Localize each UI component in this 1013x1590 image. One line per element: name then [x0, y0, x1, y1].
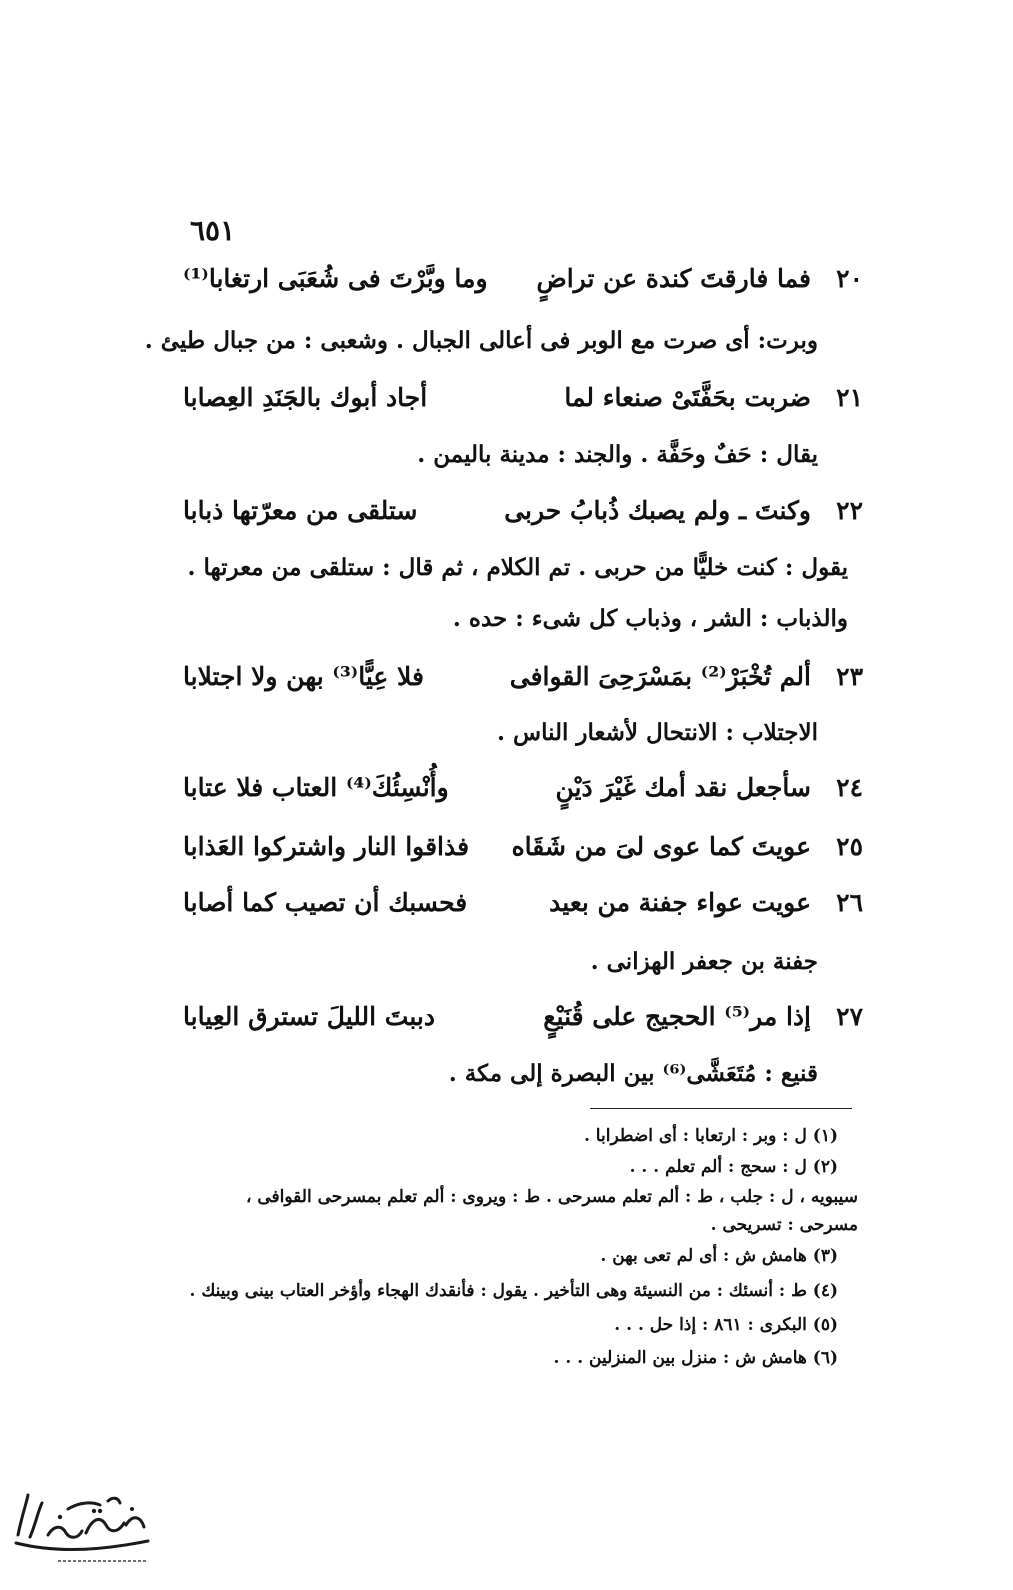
verse-25 [183, 830, 863, 864]
commentary-21: يقال : حَفٌ وحَفَّة . والجند : مدينة باليمن . [417, 441, 818, 468]
verse-first-hemistich: عويت عواء جفنة من بعيد [549, 888, 811, 917]
commentary-26: جفنة بن جعفر الهزانى . [590, 948, 818, 975]
verse-number: ٢٧ [836, 1002, 863, 1031]
verse-number: ٢٢ [836, 496, 863, 525]
commentary-22a: يقول : كنت خليًّا من حربى . تم الكلام ، ثم قال : ستلقى من معرتها . [187, 554, 848, 581]
verse-second-hemistich: وأُنْسِئُكَ⁽⁴⁾ العتاب فلا عتابا [183, 773, 449, 802]
footnote-3: (٣) هامش ش : أى لم تعى بهن . [600, 1246, 838, 1266]
verse-24 [183, 771, 863, 805]
commentary-27: قنيع : مُتَعَشَّى⁽⁶⁾ بين البصرة إلى مكة . [448, 1060, 818, 1087]
verse-second-hemistich: فلا عِيًّا⁽³⁾ بهن ولا اجتلابا [183, 662, 424, 691]
verse-first-hemistich: إذا مر⁽⁵⁾ الحجيج على قُنَيْعٍ [543, 1002, 811, 1031]
footnote-1: (١) ل : وبر : ارتعابا : أى اضطرابا . [583, 1126, 838, 1146]
verse-number: ٢٣ [836, 662, 863, 691]
verse-23 [183, 660, 863, 694]
footnote-4: (٤) ط : أنسئك : من النسيئة وهى التأخير . يقول : فأنقدك الهجاء وأؤخر العتاب بينى وبينك . [189, 1281, 838, 1301]
verse-20 [183, 262, 863, 296]
page-number: ٦٥١ [190, 214, 236, 247]
verse-first-hemistich: فما فارقتَ كندة عن تراضٍ [536, 264, 811, 293]
verse-number: ٢٥ [836, 832, 863, 861]
verse-second-hemistich: فحسبك أن تصيب كما أصابا [183, 888, 468, 917]
footnote-separator [590, 1108, 852, 1109]
footnote-2-continued: سيبويه ، ل : جلب ، ط : ألم تعلم مسرحى . ط : ويروى : ألم تعلم بمسرحى القوافى ، [245, 1187, 858, 1207]
verse-second-hemistich: دببتَ الليلَ تسترق العِيابا [183, 1002, 435, 1031]
verse-first-hemistich: وكنتَ ـ ولم يصبك ذُبابُ حربى [504, 496, 811, 525]
verse-second-hemistich: فذاقوا النار واشتركوا العَذابا [183, 832, 470, 861]
commentary-23: الاجتلاب : الانتحال لأشعار الناس . [496, 719, 818, 746]
verse-number: ٢٠ [836, 264, 863, 293]
verse-second-hemistich: وما وبَّرْتَ فى شُعَبَى ارتغابا⁽¹⁾ [183, 264, 488, 293]
calligraphy-logo-icon [8, 1475, 156, 1575]
footnote-5: (٥) البكرى : ٨٦١ : إذا حل . . . [614, 1315, 838, 1335]
footnote-6: (٦) هامش ش : منزل بين المنزلين . . . [553, 1348, 838, 1368]
verse-second-hemistich: ستلقى من معرّتها ذبابا [183, 496, 418, 525]
verse-26 [183, 886, 863, 920]
commentary-22b: والذباب : الشر ، وذباب كل شىء : حده . [452, 605, 848, 632]
verse-second-hemistich: أجاد أبوك بالجَنَدِ العِصابا [183, 383, 428, 412]
verse-first-hemistich: سأجعل نقد أمك غَيْرَ دَيْنٍ [555, 773, 811, 802]
verse-27 [183, 1000, 863, 1034]
footnote-2-continued-2: مسرحى : تسريحى . [710, 1215, 858, 1235]
verse-first-hemistich: ضربت بحَفَّتَىْ صنعاء لما [564, 383, 811, 412]
footnote-2: (٢) ل : سحج : ألم تعلم . . . [629, 1157, 838, 1177]
verse-22 [183, 494, 863, 528]
verse-first-hemistich: ألم تُخْبَرْ⁽²⁾ بمَسْرَحِىَ القوافى [509, 662, 811, 691]
verse-number: ٢٦ [836, 888, 863, 917]
verse-number: ٢٤ [836, 773, 863, 802]
commentary-20: وبرت: أى صرت مع الوبر فى أعالى الجبال . وشعبى : من جبال طيئ . [144, 327, 818, 354]
verse-21 [183, 381, 863, 415]
verse-first-hemistich: عويتَ كما عوى لىَ من شَقَاه [511, 832, 811, 861]
verse-number: ٢١ [836, 383, 863, 412]
